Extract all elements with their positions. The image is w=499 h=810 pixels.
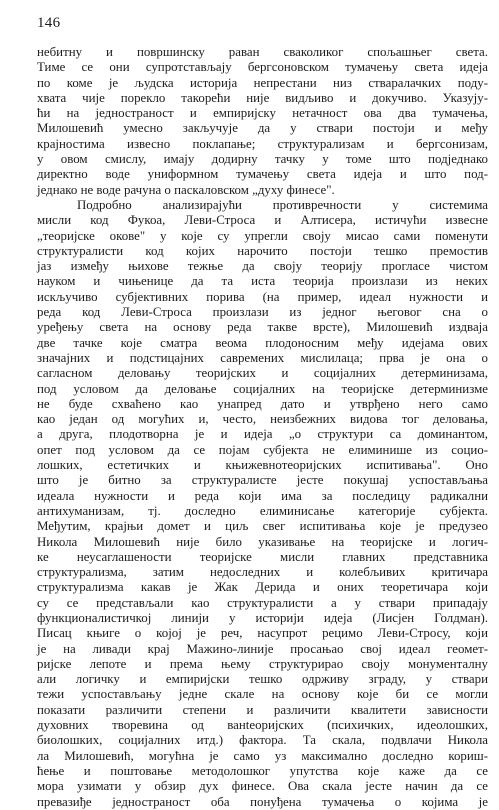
text-line: структуралисти код којих нарочито постоји тешко премостив <box>37 243 488 258</box>
text-line: ћење и поштовање методолошког упутства које каже да се <box>37 763 488 778</box>
text-line: је на ливади крај Мажино-линије просањао свој идеал геомет- <box>37 641 488 656</box>
text-line: не буде схваћено као унапред дато и утврђено него само <box>37 396 488 411</box>
body-text <box>37 45 488 810</box>
text-line: су се представљали као структуралисти а у ствари припадају <box>37 595 488 610</box>
text-line: хвата чије порекло такорећи није видљиво и докучиво. Указују- <box>37 90 488 105</box>
text-line: у овом смислу, имају додирну тачку у томе што подједнако <box>37 152 488 167</box>
paragraph <box>37 198 488 810</box>
text-line: крајностима извесно поклапање; структурализам и бергсонизам, <box>37 136 488 151</box>
text-line: тежи успостављању једне скале на основу које би се могли <box>37 687 488 702</box>
text-line: по коме је људска историја непрестани низ стваралачких поду- <box>37 75 488 90</box>
text-line: ке неусаглашености теоријске мисли главних представника <box>37 549 488 564</box>
text-line: функционалистичкој линији у историји идеја (Лисјен Голдман). <box>37 610 488 625</box>
paragraph <box>37 45 488 198</box>
text-line: науком и чињенице да та иста теорија произлази из неких <box>37 274 488 289</box>
text-line: биолошких, социјалних итд.) фактора. Та скала, подвлачи Никола <box>37 733 488 748</box>
text-line: две тачке које сматра веома плодоносним међу идејама ових <box>37 335 488 350</box>
text-line: духовних творевина од ванteоријских (психичких, идеолошких, <box>37 718 488 733</box>
text-line: структурализма какав је Жак Дерида и оних теоретичара који <box>37 580 488 595</box>
text-line: уређењу света на основу реда такве врсте), Милошевић издваја <box>37 320 488 335</box>
text-line: мисли код Фукоа, Леви-Строса и Алтисера, истичући извесне <box>37 213 488 228</box>
text-line: Милошевић умесно закључује да у ствари постоји и међу <box>37 121 488 136</box>
text-line: јаз између њихове тежње да своју теорију прогласе чистом <box>37 259 488 274</box>
text-line: Писац књиге о којој је реч, насупрот рецимо Леви-Стросу, који <box>37 626 488 641</box>
text-line: „теоријске окове" у које су упрегли своју мисао сами поменути <box>37 228 488 243</box>
text-line: идеала нужности и реда који има за последицу радикални <box>37 488 488 503</box>
text-line: показати различити степени и различити квалитети зависности <box>37 702 488 717</box>
text-line: директно воде униформном тумачењу света идеја и што под- <box>37 167 488 182</box>
text-line: једнако не воде рачуна о паскаловском „духу финесе". <box>37 182 335 197</box>
text-line: значајних и подстицајних савремених мислилаца; прва је она о <box>37 350 488 365</box>
text-line: Никола Милошевић није било указивање на теоријске и логич- <box>37 534 488 549</box>
text-line: реда код Леви-Строса произлази из једног његовог сна о <box>37 305 488 320</box>
text-line: сагласном деловању теоријских и социјалних детерминизама, <box>37 366 488 381</box>
text-line: антихуманизам, тј. доследно елиминисање категорије субјекта. <box>37 503 488 518</box>
text-line: лошких, естетичких и књижевнотеоријских испитивања". Оно <box>37 458 488 473</box>
text-line: структурализма, затим недоследних и колебљивих критичара <box>37 565 488 580</box>
text-line: што је битно за структуралисте јесте покушај успостављања <box>37 473 488 488</box>
text-line: као један од могућих и, често, неизбежних видова тог деловања, <box>37 412 488 427</box>
text-line: небитну и површинску раван сваколиког спољашњег света. <box>37 45 488 59</box>
text-line: ла Милошевић, могућна је само уз максимално доследно кориш- <box>37 748 488 763</box>
text-line: мора узимати у обзир дух финесе. Ова скала јесте начин да се <box>37 779 488 794</box>
text-line: опет под условом да се појам субјекта не елиминише из социо- <box>37 442 488 457</box>
text-line: ријске лепоте и према њему структурирао своју монументалну <box>37 656 488 671</box>
text-line: под условом да деловање социјалних на теоријске детерминизме <box>37 381 488 396</box>
text-line: искључиво субјективних порива (на пример, идеал нужности и <box>37 289 488 304</box>
text-line: Међутим, крајњи домет и циљ свег испитивања које је предузео <box>37 519 488 534</box>
text-line: а друга, плодотворна је и идеја „о структури са доминантом, <box>37 427 488 442</box>
text-line: али логичку и емпиријски тешко одрживу зграду, у ствари <box>37 672 488 687</box>
text-line: ћи на једностраност и емпиријску нетачност ова два тумачења, <box>37 106 488 121</box>
text-line: превазиђе једностраност оба понуђена тумачења о којима је <box>37 794 488 809</box>
text-line: Подробно анализирајући противречности у системима <box>77 197 488 212</box>
page-number: 146 <box>37 15 61 31</box>
text-line: Тиме се они супротстављају бергсоновском тумачењу света идеја <box>37 60 488 75</box>
